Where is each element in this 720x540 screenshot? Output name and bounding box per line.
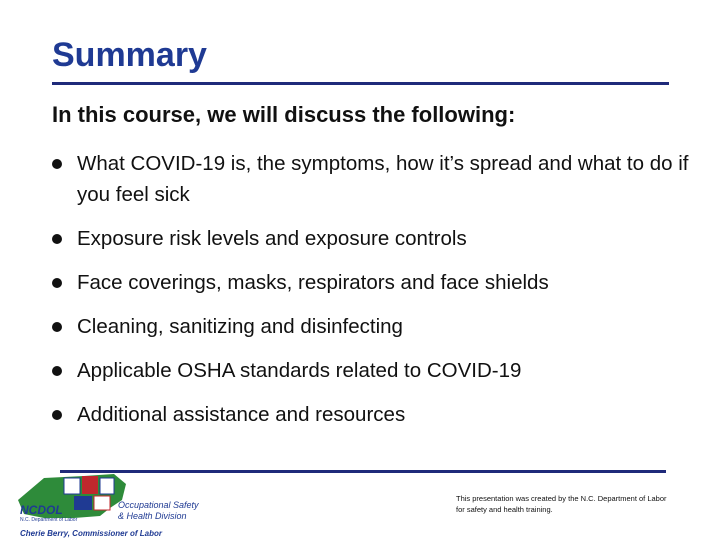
bullet-dot-icon: [52, 410, 62, 420]
list-item: [52, 355, 692, 386]
bullet-dot-icon: [52, 366, 62, 376]
slide-title: Summary: [52, 36, 207, 74]
logo-photo-4: [74, 496, 92, 510]
bullet-text: Exposure risk levels and exposure controls: [77, 227, 467, 250]
logo-division-line1: Occupational Safety: [118, 500, 199, 510]
list-item: [52, 399, 692, 430]
logo-photo-5: [94, 496, 110, 510]
list-item: [52, 148, 692, 210]
ncdol-osh-logo: [14, 470, 214, 540]
list-item: [52, 267, 692, 298]
bullet-text: Additional assistance and resources: [77, 403, 406, 426]
bullet-dot-icon: [52, 234, 62, 244]
intro-text: In this course, we will discuss the following:: [52, 102, 516, 127]
bullet-text: Cleaning, sanitizing and disinfecting: [77, 315, 403, 338]
bullet-text: Face coverings, masks, respirators and face shields: [77, 271, 549, 294]
list-item: [52, 223, 692, 254]
presentation-credit: This presentation was created by the N.C. Department of Labor for safety and health training.: [456, 494, 667, 514]
logo-photo-3: [100, 478, 114, 494]
logo-commissioner-text: Cherie Berry, Commissioner of Labor: [20, 529, 162, 538]
logo-division-line2: & Health Division: [118, 511, 187, 521]
list-item: [52, 311, 692, 342]
logo-agency-full-text: N.C. Department of Labor: [20, 517, 78, 523]
bullet-dot-icon: [52, 278, 62, 288]
bullet-dot-icon: [52, 159, 62, 169]
bullet-text: Applicable OSHA standards related to COVID-19: [77, 359, 522, 382]
bullet-dot-icon: [52, 322, 62, 332]
logo-photo-1: [64, 478, 80, 494]
bullet-text: What COVID-19 is, the symptoms, how it’s spread and what to do if you feel sick: [77, 152, 689, 206]
logo-agency-text: NCDOL: [20, 503, 63, 517]
logo-photo-2: [82, 476, 98, 494]
bullet-list: [52, 148, 692, 443]
title-divider: [52, 82, 669, 85]
